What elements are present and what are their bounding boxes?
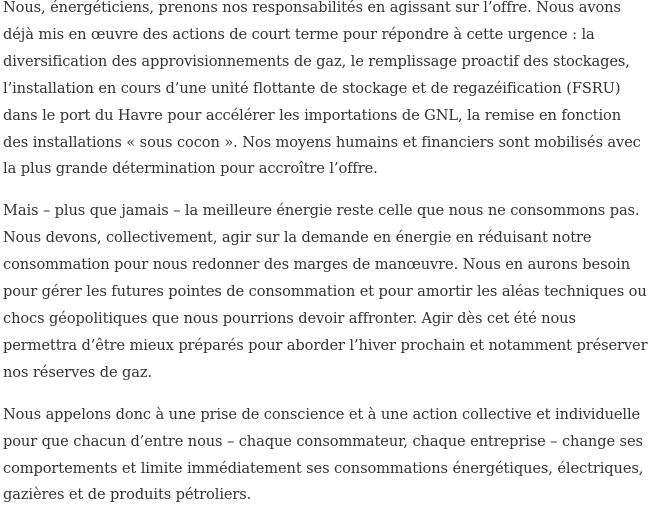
paragraph-1: Nous, énergéticiens, prenons nos responsabilités en agissant sur l’offre. Nous avons déjà mis en œuvre des actions de court terme pour répondre à cette urgence : la diversification des approvisionnements de gaz, le remplissage proactif des stockages, l’installation en cours d’une unité flottante de stockage et de regazéification (FSRU) dans le port du Havre pour accélérer les importations de GNL, la remise en fonction des installations « sous cocon ». Nos moyens humains et financiers sont mobilisés avec la plus grande détermination pour accroître l’offre. bbox=[3, 0, 641, 178]
paragraph-3: Nous appelons donc à une prise de conscience et à une action collective et individuelle pour que chacun d’entre nous – chaque consommateur, chaque entreprise – change ses comportements et limite immédiatement ses consommations énergétiques, électriques, gazières et de produits pétroliers. bbox=[3, 405, 644, 504]
paragraph-2: Mais – plus que jamais – la meilleure énergie reste celle que nous ne consommons pas. Nous devons, collectivement, agir sur la demande en énergie en réduisant notre consommation pour nous redonner des marges de manœuvre. Nous en aurons besoin pour gérer les futures pointes de consommation et pour amortir les aléas techniques ou chocs géopolitiques que nous pourrions devoir affronter. Agir dès cet été nous permettra d’être mieux préparés pour aborder l’hiver prochain et notamment préserver nos réserves de gaz. bbox=[3, 202, 648, 381]
